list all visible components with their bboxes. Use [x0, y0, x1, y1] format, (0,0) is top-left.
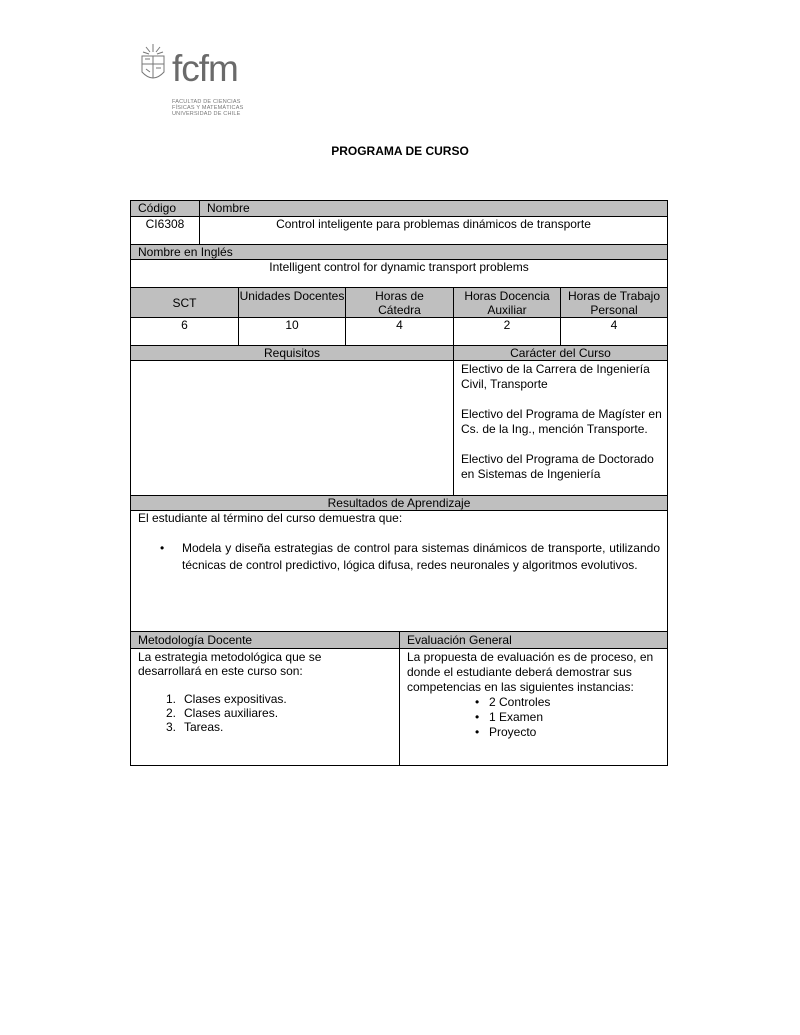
evaluacion-content — [399, 649, 667, 765]
list-item: 3. Tareas. — [166, 720, 224, 734]
hours-header-personal: Horas de Trabajo Personal — [560, 288, 667, 318]
course-name: Control inteligente para problemas dinámicos de transporte — [199, 217, 667, 245]
list-item: • 1 Examen — [475, 710, 544, 724]
course-table — [130, 200, 668, 766]
resultados-item: • Modela y diseña estrategias de control para sistemas dinámicos de transporte, utilizando técnicas de control predictivo, lógica difusa, redes neuronales y algoritmos evolutivos. — [160, 541, 660, 572]
hours-header-unidades: Unidades Docentes — [238, 288, 345, 318]
nombre-label: Nombre — [199, 201, 667, 217]
metodologia-intro: La estrategia metodológica que se desarrollará en este curso son: — [138, 650, 322, 678]
codigo-label: Código — [131, 201, 199, 217]
resultados-label: Resultados de Aprendizaje — [131, 496, 667, 511]
hours-header-sct: SCT — [131, 288, 238, 318]
evaluacion-list — [407, 695, 660, 740]
metodologia-list — [138, 692, 392, 734]
metodologia-label: Metodología Docente — [131, 632, 399, 649]
english-name-label: Nombre en Inglés — [131, 245, 667, 260]
list-item: • 2 Controles — [475, 695, 551, 709]
caracter-label: Carácter del Curso — [453, 346, 667, 361]
bullet-icon: • — [475, 695, 480, 709]
evaluacion-intro: La propuesta de evaluación es de proceso, en donde el estudiante deberá demostrar sus competencias en las siguientes instancias: — [407, 650, 654, 694]
logo-wordmark: fcfm — [172, 48, 238, 89]
course-code: CI6308 — [131, 217, 199, 245]
bullet-icon: • — [475, 725, 480, 739]
metodologia-content — [131, 649, 399, 765]
caracter-item: Electivo del Programa de Magíster en Cs. de la Ing., mención Transporte. — [461, 407, 662, 436]
bullet-icon: • — [160, 541, 165, 555]
resultados-content — [131, 511, 667, 632]
list-item: 2. Clases auxiliares. — [166, 706, 279, 720]
requisitos-content — [131, 361, 453, 496]
caracter-item: Electivo de la Carrera de Ingeniería Civil, Transporte — [461, 362, 650, 391]
hours-value-catedra: 4 — [345, 318, 453, 346]
requisitos-label: Requisitos — [131, 346, 453, 361]
caracter-item: Electivo del Programa de Doctorado en Sistemas de Ingeniería — [461, 452, 654, 481]
logo-subtitle: FACULTAD DE CIENCIAS FÍSICAS Y MATEMÁTICAS UNIVERSIDAD DE CHILE — [172, 99, 244, 117]
university-seal-icon — [137, 42, 169, 88]
evaluacion-label: Evaluación General — [399, 632, 667, 649]
hours-value-unidades: 10 — [238, 318, 345, 346]
list-item: • Proyecto — [475, 725, 537, 739]
fcfm-logo — [137, 42, 257, 118]
english-name: Intelligent control for dynamic transport problems — [131, 260, 667, 288]
hours-header-auxiliar: Horas Docencia Auxiliar — [453, 288, 560, 318]
list-item: 1. Clases expositivas. — [166, 692, 287, 706]
hours-value-auxiliar: 2 — [453, 318, 560, 346]
hours-header-catedra: Horas de Cátedra — [345, 288, 453, 318]
bullet-icon: • — [475, 710, 480, 724]
hours-value-personal: 4 — [560, 318, 667, 346]
resultados-intro: El estudiante al término del curso demuestra que: — [138, 511, 403, 525]
caracter-content — [453, 361, 667, 496]
page-title: PROGRAMA DE CURSO — [331, 144, 469, 158]
hours-value-sct: 6 — [131, 318, 238, 346]
